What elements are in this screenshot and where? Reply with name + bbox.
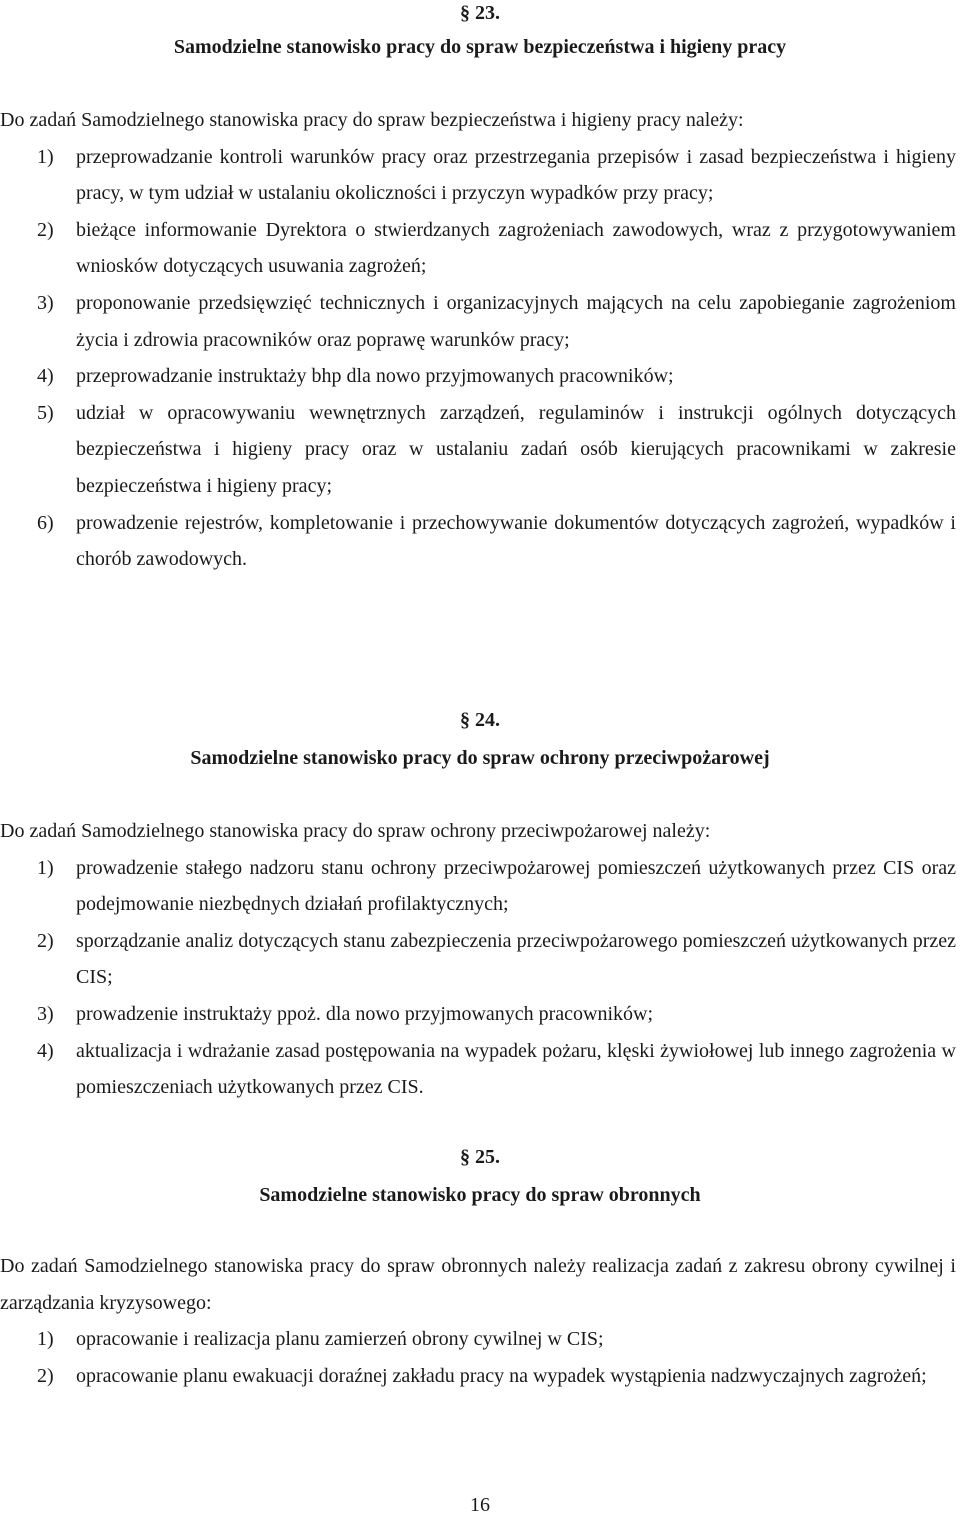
section-title: Samodzielne stanowisko pracy do spraw bezpieczeństwa i higieny pracy	[173, 36, 787, 58]
task-list	[0, 139, 960, 578]
item-text: prowadzenie stałego nadzoru stanu ochrony przeciwpożarowej pomieszczeń użytkowanych przez CIS oraz podejmowanie niezbędnych działań profilaktycznych;	[76, 856, 956, 916]
list-item	[0, 505, 960, 578]
list-item	[0, 1321, 960, 1358]
item-text: przeprowadzanie kontroli warunków pracy oraz przestrzegania przepisów i zasad bezpieczeństwa i higieny pracy, w tym udział w ustalaniu okoliczności i przyczyn wypadków przy pracy;	[76, 145, 956, 205]
item-number: 3)	[37, 291, 54, 314]
item-number: 3)	[37, 1002, 54, 1025]
item-text: sporządzanie analiz dotyczących stanu zabezpieczenia przeciwpożarowego pomieszczeń użytkowanych przez CIS;	[76, 929, 956, 989]
item-number: 1)	[37, 1328, 54, 1351]
item-number: 2)	[37, 218, 54, 241]
section-25	[0, 1144, 960, 1394]
task-list	[0, 1321, 960, 1394]
list-item	[0, 395, 960, 505]
item-number: 6)	[37, 511, 54, 534]
item-text: prowadzenie rejestrów, kompletowanie i przechowywanie dokumentów dotyczących zagrożeń, wypadków i chorób zawodowych.	[76, 511, 956, 571]
section-24	[0, 707, 960, 1106]
task-list	[0, 850, 960, 1106]
paragraph-number: § 24.	[460, 709, 500, 731]
section-intro: Do zadań Samodzielnego stanowiska pracy do spraw ochrony przeciwpożarowej należy:	[0, 820, 711, 842]
section-title: Samodzielne stanowisko pracy do spraw obronnych	[259, 1184, 701, 1206]
list-item	[0, 996, 960, 1033]
item-number: 2)	[37, 929, 54, 952]
item-number: 1)	[37, 856, 54, 879]
page-number: 16	[470, 1494, 490, 1516]
list-item	[0, 850, 960, 923]
section-title: Samodzielne stanowisko pracy do spraw ochrony przeciwpożarowej	[190, 747, 770, 769]
item-number: 2)	[37, 1364, 54, 1387]
list-item	[0, 358, 960, 395]
section-intro: Do zadań Samodzielnego stanowiska pracy do spraw bezpieczeństwa i higieny pracy należy:	[0, 109, 744, 131]
list-item	[0, 139, 960, 212]
item-text: opracowanie i realizacja planu zamierzeń obrony cywilnej w CIS;	[76, 1328, 604, 1351]
item-text: bieżące informowanie Dyrektora o stwierdzanych zagrożeniach zawodowych, wraz z przygotowywaniem wniosków dotyczących usuwania zagrożeń;	[76, 218, 956, 278]
section-23	[0, 0, 960, 578]
item-number: 5)	[37, 401, 54, 424]
item-text: proponowanie przedsięwzięć technicznych i organizacyjnych mających na celu zapobieganie zagrożeniom życia i zdrowia pracowników oraz poprawę warunków pracy;	[76, 291, 956, 351]
item-text: opracowanie planu ewakuacji doraźnej zakładu pracy na wypadek wystąpienia nadzwyczajnych zagrożeń;	[76, 1364, 927, 1387]
list-item	[0, 1033, 960, 1106]
item-number: 4)	[37, 365, 54, 388]
list-item	[0, 1358, 960, 1395]
item-text: udział w opracowywaniu wewnętrznych zarządzeń, regulaminów i instrukcji ogólnych dotyczących bezpieczeństwa i higieny pracy oraz w ustalaniu zadań osób kierujących pracownikami w zakresie bezpieczeństwa i higieny pracy;	[76, 401, 956, 497]
item-text: przeprowadzanie instruktaży bhp dla nowo przyjmowanych pracowników;	[76, 365, 674, 388]
paragraph-number: § 25.	[460, 1146, 500, 1168]
paragraph-number: § 23.	[460, 2, 500, 24]
item-number: 4)	[37, 1039, 54, 1062]
section-intro: Do zadań Samodzielnego stanowiska pracy do spraw obronnych należy realizacja zadań z zakresu obrony cywilnej i zarządzania kryzysowego:	[0, 1255, 956, 1314]
list-item	[0, 285, 960, 358]
item-text: prowadzenie instruktaży ppoż. dla nowo przyjmowanych pracowników;	[76, 1002, 654, 1025]
list-item	[0, 212, 960, 285]
item-text: aktualizacja i wdrażanie zasad postępowania na wypadek pożaru, klęski żywiołowej lub innego zagrożenia w pomieszczeniach użytkowanych przez CIS.	[76, 1039, 956, 1099]
list-item	[0, 923, 960, 996]
item-number: 1)	[37, 145, 54, 168]
